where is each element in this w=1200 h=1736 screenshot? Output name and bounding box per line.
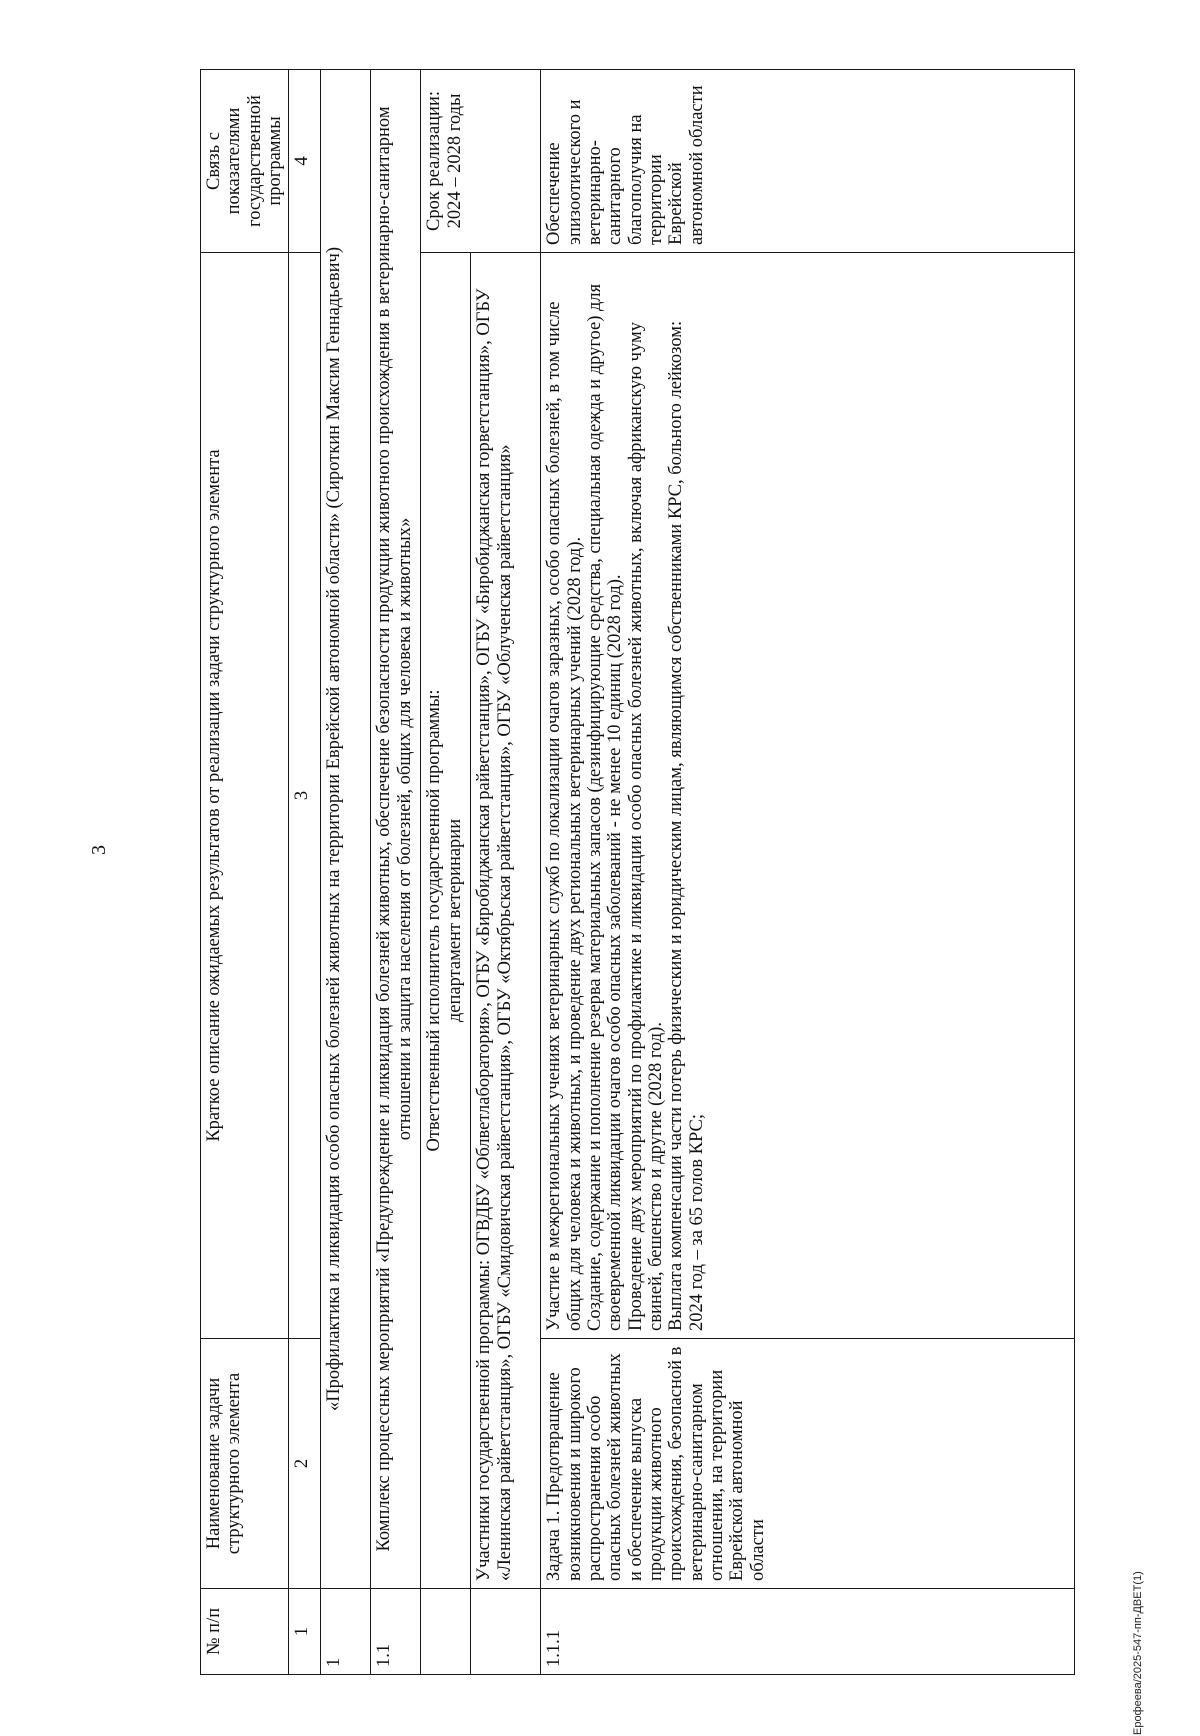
task-result-3: Проведение двух мероприятий по профилактике и ликвидации особо опасных болезней животных, включая африканскую чуму свиней, бешенство и другие (2028 год). xyxy=(625,322,667,1331)
column-numbers-row xyxy=(289,70,321,1675)
responsible-row xyxy=(421,70,471,1675)
header-row xyxy=(201,70,289,1675)
task-link: Обеспечение эпизоотического и ветеринарно-санитарного благополучия на территории Еврейской автономной области xyxy=(541,70,1075,253)
task-result-2: Создание, содержание и пополнение резерва материальных запасов (дезинфицирующие средства, специальная одежда и другое) для своевременной ликвидации очагов особо опасных заболеваний - не менее 10 единиц (2028 год). xyxy=(585,283,626,1331)
column-number-1: 1 xyxy=(289,1589,321,1675)
project-num: 1 xyxy=(321,1589,371,1675)
document-stamp: Ерофеева/2025-547-пп-ДВЕТ(1) xyxy=(1132,1571,1144,1735)
column-number-2: 2 xyxy=(289,1339,321,1589)
complex-num: 1.1 xyxy=(371,1589,421,1675)
task-num: 1.1.1 xyxy=(541,1589,1075,1675)
project-row xyxy=(321,70,371,1675)
responsible-cell xyxy=(421,253,471,1589)
participants-num-empty xyxy=(471,1589,541,1675)
header-task-name: Наименование задачи структурного элемента xyxy=(201,1339,289,1589)
column-number-3: 3 xyxy=(289,253,321,1339)
responsible-value: департамент ветеринарии xyxy=(444,818,465,1023)
task-result-5: 2024 год – за 65 голов КРС; xyxy=(686,1114,707,1331)
complex-row xyxy=(371,70,421,1675)
participants-row xyxy=(471,70,541,1675)
responsible-label: Ответственный исполнитель государственной программы: xyxy=(424,689,445,1152)
program-table xyxy=(200,69,1075,1675)
participants-cell: Участники государственной программы: ОГВДБУ «Облветлаборатория», ОГБУ «Биробиджанская райветстанция», ОГБУ «Биробиджанская горветстанция», ОГБУ «Ленинская райветстанция», ОГБУ «Смидовичская райветстанция», ОГБУ «Октябрьская райветстанция», ОГБУ «Облученская райветстанция» xyxy=(471,253,541,1589)
rotated-table-wrapper xyxy=(200,70,1075,1675)
task-row xyxy=(541,70,1075,1675)
page-number: 3 xyxy=(88,845,110,855)
term-cell: Срок реализации: 2024 – 2028 годы xyxy=(421,70,541,253)
task-result-4: Выплата компенсации части потерь физическим и юридическим лицам, являющимся собственниками КРС, больного лейкозом: xyxy=(666,320,687,1331)
header-description: Краткое описание ожидаемых результатов от реализации задачи структурного элемента xyxy=(201,253,289,1339)
header-num: № п/п xyxy=(201,1589,289,1675)
header-link: Связь с показателями государственной программы xyxy=(201,70,289,253)
task-results xyxy=(541,253,1075,1339)
project-title: «Профилактика и ликвидация особо опасных болезней животных на территории Еврейской автономной области» (Сироткин Максим Геннадьевич) xyxy=(321,70,371,1589)
responsible-num-empty xyxy=(421,1589,471,1675)
task-result-1: Участие в межрегиональных учениях ветеринарных служб по локализации очагов заразных, особо опасных болезней, в том числе общих для человека и животных, и проведение двух региональных ветеринарных учений (2028 год). xyxy=(544,301,585,1331)
complex-title: Комплекс процессных мероприятий «Предупреждение и ликвидация болезней животных, обеспечение безопасности продукции животного происхождения в ветеринарно-санитарном отношении и защита населения от болезней, общих для человека и животных» xyxy=(371,70,421,1589)
task-name: Задача 1. Предотвращение возникновения и широкого распространения особо опасных болезней животных и обеспечение выпуска продукции животного происхождения, безопасной в ветеринарно-санитарном отношении, на территории Еврейской автономной области xyxy=(541,1339,1075,1589)
column-number-4: 4 xyxy=(289,70,321,253)
